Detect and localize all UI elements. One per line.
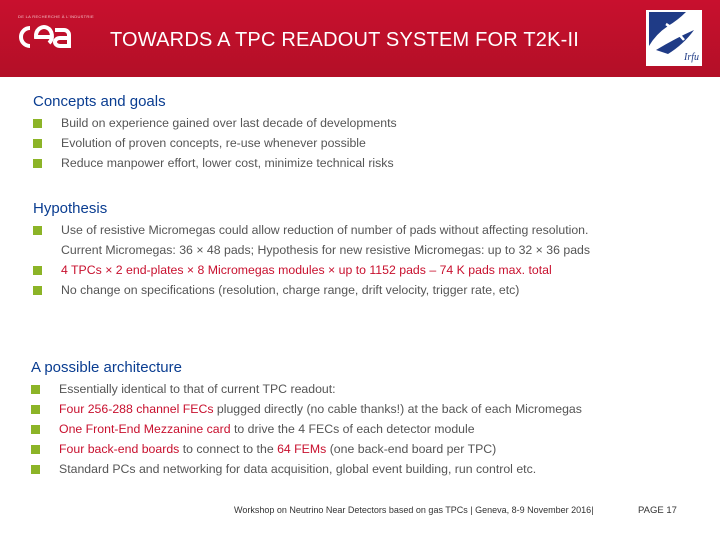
list-item — [31, 439, 582, 459]
slide-title: TOWARDS A TPC READOUT SYSTEM FOR T2K-II — [110, 29, 579, 51]
item-text: plugged directly (no cable thanks!) at the back of each Micromegas — [213, 402, 582, 416]
list-item — [33, 133, 397, 153]
item-text: Current Micromegas: 36 × 48 pads; Hypothesis for new resistive Micromegas: up to 32 × 36 pads — [61, 243, 591, 257]
list-item — [31, 419, 582, 439]
footer-text — [234, 505, 594, 515]
list-item — [31, 459, 582, 479]
slide-header — [0, 0, 720, 77]
bullet-square-icon — [31, 385, 40, 394]
item-text: to connect to the — [179, 442, 278, 456]
item-text-highlight: 4 TPCs × 2 end-plates × 8 Micromegas modules × up to 1152 pads – 74 K pads max. total — [61, 263, 552, 277]
item-text: Reduce manpower effort, lower cost, minimize technical risks — [61, 156, 394, 170]
list-item — [33, 260, 590, 280]
bullet-square-icon — [31, 445, 40, 454]
list-item-continuation — [33, 240, 590, 260]
bullet-square-icon — [33, 286, 42, 295]
item-text: (one back-end board per TPC) — [326, 442, 497, 456]
list-item — [31, 379, 582, 399]
section-heading-hypothesis: Hypothesis — [33, 200, 108, 217]
item-text-highlight: 64 FEMs — [277, 442, 327, 456]
item-text: Use of resistive Micromegas could allow reduction of number of pads without affecting resolution. — [61, 223, 589, 237]
item-text: to drive the 4 FECs of each detector module — [230, 422, 475, 436]
section-heading-concepts: Concepts and goals — [33, 93, 166, 110]
bullet-square-icon — [31, 405, 40, 414]
item-text-highlight: Four back-end boards — [59, 442, 180, 456]
org-tagline: DE LA RECHERCHE À L'INDUSTRIE — [18, 14, 94, 19]
list-item — [33, 113, 397, 133]
irfu-logo-text: Irfu — [684, 52, 699, 63]
list-item — [33, 220, 590, 240]
irfu-logo — [646, 10, 702, 66]
bullet-square-icon — [33, 266, 42, 275]
hypothesis-list — [33, 220, 590, 300]
bullet-square-icon — [31, 465, 40, 474]
footer-event: Workshop on Neutrino Near Detectors based on gas TPCs | Geneva, 8-9 November 2016 — [234, 505, 592, 515]
bullet-square-icon — [33, 159, 42, 168]
item-text: Evolution of proven concepts, re-use whenever possible — [61, 136, 366, 150]
bullet-square-icon — [33, 119, 42, 128]
list-item — [33, 153, 397, 173]
item-text: Essentially identical to that of current TPC readout: — [59, 382, 336, 396]
footer-separator: | — [591, 505, 594, 515]
architecture-list — [31, 379, 582, 479]
page-number: PAGE 17 — [638, 505, 677, 516]
item-text: Standard PCs and networking for data acquisition, global event building, run control etc. — [59, 462, 537, 476]
cea-logo — [16, 22, 72, 52]
item-text: Build on experience gained over last decade of developments — [61, 116, 397, 130]
item-text: No change on specifications (resolution, charge range, drift velocity, trigger rate, etc) — [61, 283, 520, 297]
bullet-square-icon — [33, 226, 42, 235]
list-item — [31, 399, 582, 419]
bullet-square-icon — [31, 425, 40, 434]
list-item — [33, 280, 590, 300]
item-text-highlight: One Front-End Mezzanine card — [59, 422, 231, 436]
section-heading-architecture: A possible architecture — [31, 359, 182, 376]
bullet-square-icon — [33, 139, 42, 148]
concepts-list — [33, 113, 397, 173]
item-text-highlight: Four 256-288 channel FECs — [59, 402, 214, 416]
